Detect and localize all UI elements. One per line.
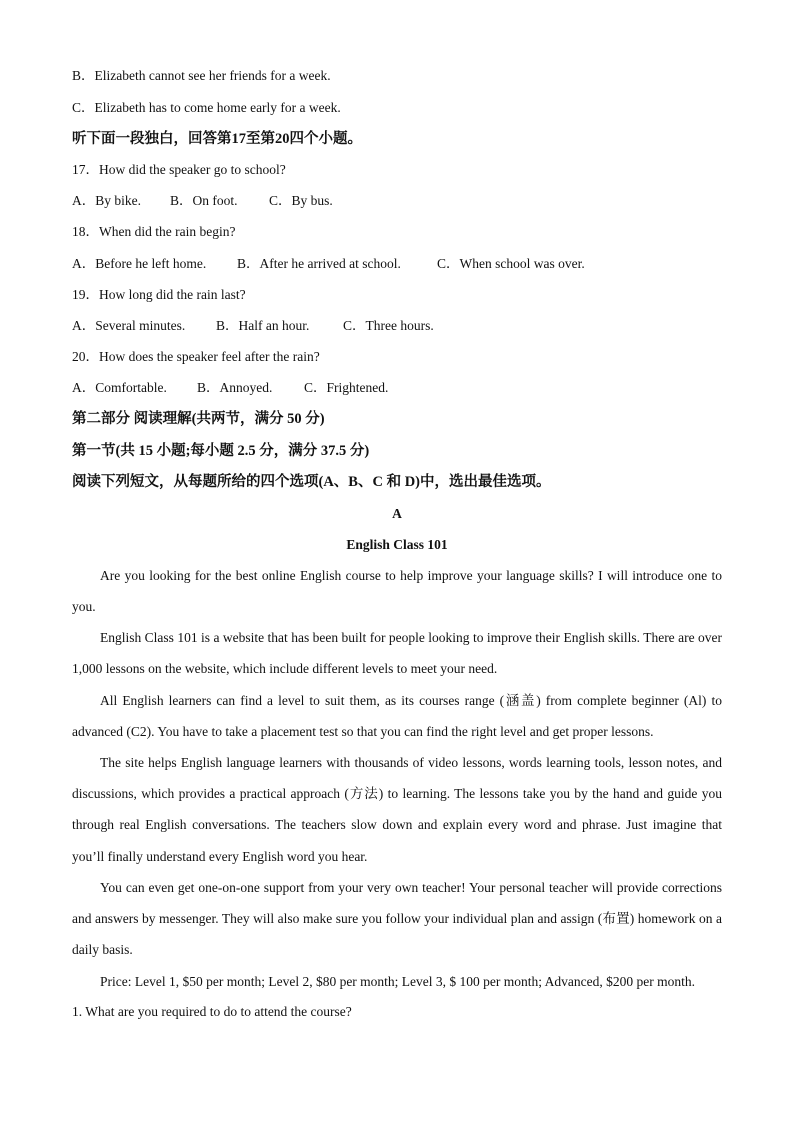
question-20-options xyxy=(72,379,388,397)
reading-instruction: 阅读下列短文，从每题所给的四个选项(A、B、C 和 D)中，选出最佳选项。 xyxy=(72,474,551,490)
option-20a: A．Comfortable. xyxy=(72,380,167,395)
question-20: 20．How does the speaker feel after the rain? xyxy=(72,349,320,364)
passage-letter: A xyxy=(392,506,402,521)
question-19-options xyxy=(72,317,434,335)
option-18c: C．When school was over. xyxy=(437,256,585,271)
passage-paragraph-6: Price: Level 1, $50 per month; Level 2, $80 per month; Level 3, $ 100 per month; Advanced, $200 per month. xyxy=(100,974,695,989)
option-19c: C．Three hours. xyxy=(343,318,434,333)
option-20b: B．Annoyed. xyxy=(197,380,273,395)
option-19a: A．Several minutes. xyxy=(72,318,186,333)
option-c-continued: C．Elizabeth has to come home early for a week. xyxy=(72,100,341,115)
passage-paragraph-2: English Class 101 is a website that has been built for people looking to improve their English skills. There are over 1,000 lessons on the website, which include different levels to meet your need. xyxy=(72,630,722,677)
question-19: 19．How long did the rain last? xyxy=(72,287,246,302)
question-18: 18．When did the rain begin? xyxy=(72,224,236,239)
option-17b: B．On foot. xyxy=(170,193,238,208)
question-17-options xyxy=(72,192,333,210)
option-18b: B．After he arrived at school. xyxy=(237,256,401,271)
passage-paragraph-1: Are you looking for the best online English course to help improve your language skills? I will introduce one to you. xyxy=(72,568,722,615)
option-b-continued: B．Elizabeth cannot see her friends for a week. xyxy=(72,68,331,83)
question-18-options xyxy=(72,255,585,273)
question-17: 17．How did the speaker go to school? xyxy=(72,162,286,177)
passage-paragraph-5: You can even get one-on-one support from your very own teacher! Your personal teacher will provide corrections and answers by messenger. They will also make sure you follow your individual plan and assign (布置) homework on a daily basis. xyxy=(72,880,722,958)
listening-section-instruction: 听下面一段独白，回答第17至第20四个小题。 xyxy=(72,131,362,147)
option-20c: C．Frightened. xyxy=(304,380,389,395)
passage-question-1: 1. What are you required to do to attend the course? xyxy=(72,1004,352,1019)
passage-title: English Class 101 xyxy=(346,537,448,552)
passage-paragraph-3: All English learners can find a level to suit them, as its courses range (涵盖) from complete beginner (Al) to advanced (C2). You have to take a placement test so that you can find the right level and get proper lessons. xyxy=(72,693,722,740)
option-17c: C．By bus. xyxy=(269,193,333,208)
section-one-heading: 第一节(共 15 小题;每小题 2.5 分，满分 37.5 分) xyxy=(72,443,370,459)
passage-paragraph-4: The site helps English language learners with thousands of video lessons, words learning tools, lesson notes, and discussions, which provides a practical approach (方法) to learning. The lessons take you by the hand and guide you through real English conversations. The teachers slow down and explain every word and phrase. Just imagine that you’ll finally understand every English word you hear. xyxy=(72,755,722,864)
option-18a: A．Before he left home. xyxy=(72,256,207,271)
option-17a: A．By bike. xyxy=(72,193,141,208)
option-19b: B．Half an hour. xyxy=(216,318,310,333)
part-two-heading: 第二部分 阅读理解(共两节，满分 50 分) xyxy=(72,411,325,427)
